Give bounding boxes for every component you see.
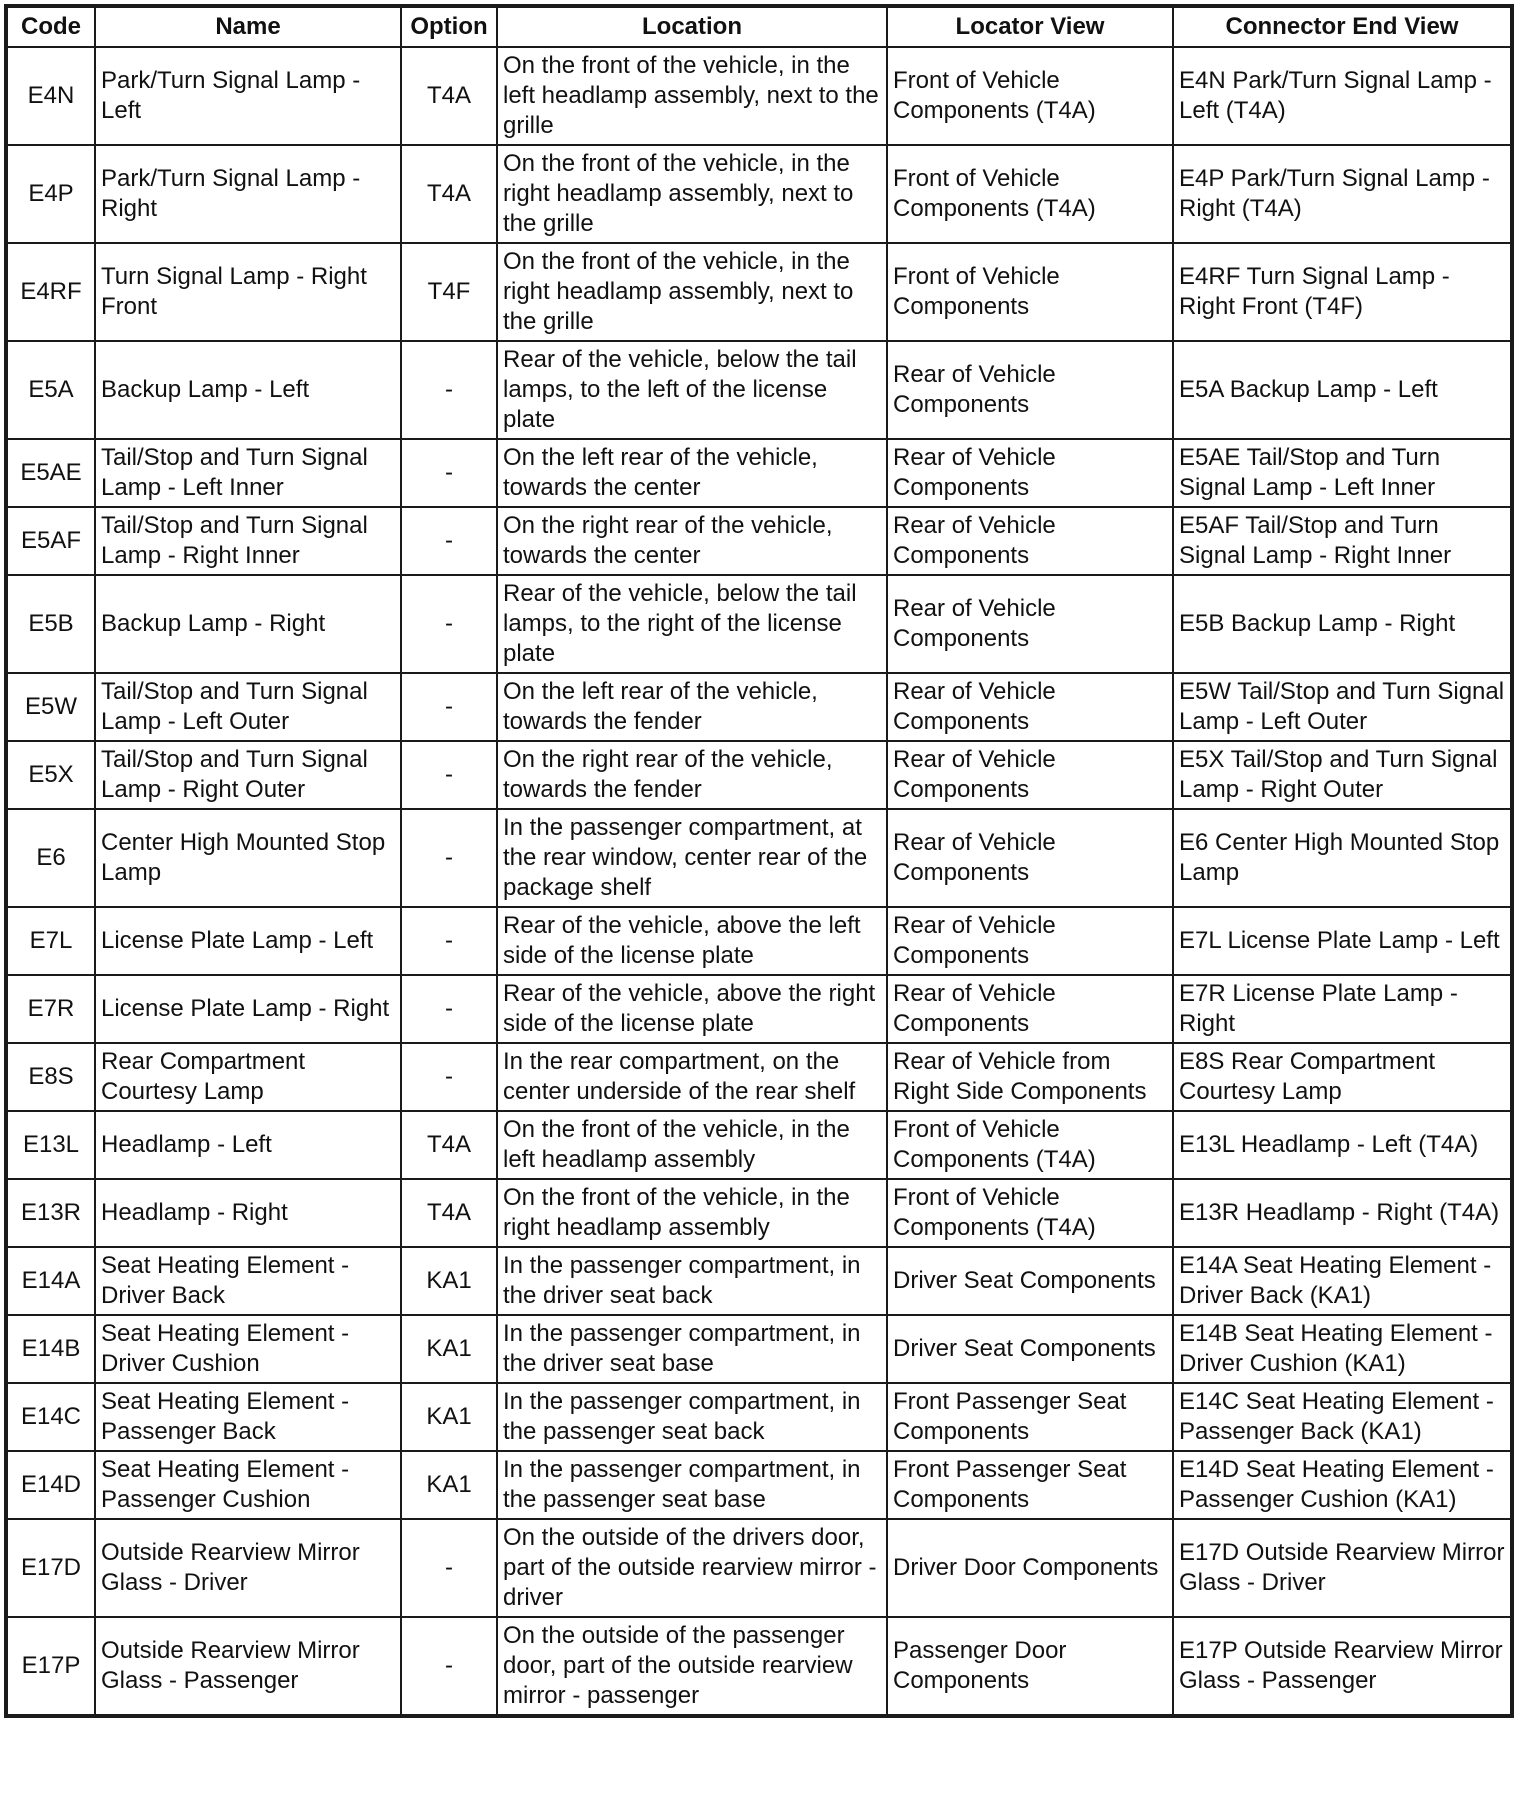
name-cell: Outside Rearview Mirror Glass - Driver	[95, 1519, 401, 1617]
locator-view-cell: Front Passenger Seat Components	[887, 1451, 1173, 1519]
table-row	[7, 1043, 1511, 1111]
location-cell: In the passenger compartment, in the passenger seat back	[497, 1383, 887, 1451]
connector-end-view-cell: E13R Headlamp - Right (T4A)	[1173, 1179, 1511, 1247]
code-cell: E5B	[7, 575, 95, 673]
table-row	[7, 575, 1511, 673]
code-cell: E17P	[7, 1617, 95, 1715]
connector-end-view-cell: E7R License Plate Lamp - Right	[1173, 975, 1511, 1043]
location-cell: Rear of the vehicle, above the right side of the license plate	[497, 975, 887, 1043]
name-cell: Backup Lamp - Left	[95, 341, 401, 439]
locator-view-cell: Rear of Vehicle Components	[887, 741, 1173, 809]
component-locator-table	[6, 6, 1512, 1716]
connector-end-view-cell: E17D Outside Rearview Mirror Glass - Driver	[1173, 1519, 1511, 1617]
location-cell: On the right rear of the vehicle, towards the fender	[497, 741, 887, 809]
locator-view-cell: Rear of Vehicle Components	[887, 507, 1173, 575]
location-cell: In the passenger compartment, in the driver seat base	[497, 1315, 887, 1383]
location-cell: On the outside of the passenger door, part of the outside rearview mirror - passenger	[497, 1617, 887, 1715]
table-row	[7, 809, 1511, 907]
table-row	[7, 1617, 1511, 1715]
option-cell: KA1	[401, 1451, 497, 1519]
code-cell: E14D	[7, 1451, 95, 1519]
table-row	[7, 673, 1511, 741]
table-row	[7, 1451, 1511, 1519]
option-cell: -	[401, 507, 497, 575]
connector-end-view-cell: E4RF Turn Signal Lamp - Right Front (T4F)	[1173, 243, 1511, 341]
location-cell: Rear of the vehicle, above the left side of the license plate	[497, 907, 887, 975]
location-cell: In the passenger compartment, at the rear window, center rear of the package shelf	[497, 809, 887, 907]
locator-view-cell: Front of Vehicle Components (T4A)	[887, 47, 1173, 145]
table-row	[7, 507, 1511, 575]
locator-view-cell: Rear of Vehicle Components	[887, 907, 1173, 975]
location-cell: Rear of the vehicle, below the tail lamps, to the right of the license plate	[497, 575, 887, 673]
option-cell: T4A	[401, 145, 497, 243]
table-body	[7, 47, 1511, 1715]
table-row	[7, 1179, 1511, 1247]
table-row	[7, 1111, 1511, 1179]
connector-end-view-cell: E14D Seat Heating Element - Passenger Cushion (KA1)	[1173, 1451, 1511, 1519]
option-cell: T4F	[401, 243, 497, 341]
locator-view-cell: Front Passenger Seat Components	[887, 1383, 1173, 1451]
table-row	[7, 439, 1511, 507]
location-cell: On the front of the vehicle, in the right headlamp assembly, next to the grille	[497, 243, 887, 341]
option-cell: -	[401, 975, 497, 1043]
option-cell: -	[401, 1043, 497, 1111]
name-cell: Park/Turn Signal Lamp - Left	[95, 47, 401, 145]
name-cell: License Plate Lamp - Right	[95, 975, 401, 1043]
header-code: Code	[7, 7, 95, 47]
option-cell: T4A	[401, 1111, 497, 1179]
connector-end-view-cell: E14B Seat Heating Element - Driver Cushion (KA1)	[1173, 1315, 1511, 1383]
name-cell: Seat Heating Element - Passenger Cushion	[95, 1451, 401, 1519]
header-locator-view: Locator View	[887, 7, 1173, 47]
location-cell: On the outside of the drivers door, part of the outside rearview mirror - driver	[497, 1519, 887, 1617]
connector-end-view-cell: E5A Backup Lamp - Left	[1173, 341, 1511, 439]
name-cell: Tail/Stop and Turn Signal Lamp - Left Inner	[95, 439, 401, 507]
name-cell: Headlamp - Right	[95, 1179, 401, 1247]
code-cell: E14B	[7, 1315, 95, 1383]
name-cell: Seat Heating Element - Driver Back	[95, 1247, 401, 1315]
header-location: Location	[497, 7, 887, 47]
code-cell: E14A	[7, 1247, 95, 1315]
option-cell: -	[401, 575, 497, 673]
location-cell: On the front of the vehicle, in the left headlamp assembly	[497, 1111, 887, 1179]
option-cell: -	[401, 809, 497, 907]
code-cell: E13R	[7, 1179, 95, 1247]
table-row	[7, 1519, 1511, 1617]
header-row	[7, 7, 1511, 47]
option-cell: KA1	[401, 1247, 497, 1315]
header-option: Option	[401, 7, 497, 47]
locator-view-cell: Front of Vehicle Components (T4A)	[887, 1179, 1173, 1247]
name-cell: Headlamp - Left	[95, 1111, 401, 1179]
option-cell: -	[401, 1617, 497, 1715]
table-row	[7, 1315, 1511, 1383]
locator-view-cell: Rear of Vehicle Components	[887, 341, 1173, 439]
table-row	[7, 1383, 1511, 1451]
option-cell: -	[401, 741, 497, 809]
connector-end-view-cell: E5B Backup Lamp - Right	[1173, 575, 1511, 673]
location-cell: On the front of the vehicle, in the right headlamp assembly	[497, 1179, 887, 1247]
locator-view-cell: Rear of Vehicle Components	[887, 975, 1173, 1043]
locator-view-cell: Passenger Door Components	[887, 1617, 1173, 1715]
locator-view-cell: Rear of Vehicle Components	[887, 575, 1173, 673]
code-cell: E14C	[7, 1383, 95, 1451]
option-cell: -	[401, 1519, 497, 1617]
name-cell: Tail/Stop and Turn Signal Lamp - Right Inner	[95, 507, 401, 575]
locator-view-cell: Rear of Vehicle Components	[887, 439, 1173, 507]
option-cell: KA1	[401, 1383, 497, 1451]
locator-view-cell: Rear of Vehicle from Right Side Components	[887, 1043, 1173, 1111]
connector-end-view-cell: E14C Seat Heating Element - Passenger Back (KA1)	[1173, 1383, 1511, 1451]
connector-end-view-cell: E13L Headlamp - Left (T4A)	[1173, 1111, 1511, 1179]
table-row	[7, 975, 1511, 1043]
option-cell: T4A	[401, 1179, 497, 1247]
locator-view-cell: Front of Vehicle Components	[887, 243, 1173, 341]
code-cell: E4RF	[7, 243, 95, 341]
location-cell: In the passenger compartment, in the passenger seat base	[497, 1451, 887, 1519]
name-cell: Outside Rearview Mirror Glass - Passenger	[95, 1617, 401, 1715]
code-cell: E5W	[7, 673, 95, 741]
connector-end-view-cell: E5X Tail/Stop and Turn Signal Lamp - Right Outer	[1173, 741, 1511, 809]
name-cell: License Plate Lamp - Left	[95, 907, 401, 975]
name-cell: Seat Heating Element - Passenger Back	[95, 1383, 401, 1451]
table-row	[7, 243, 1511, 341]
name-cell: Tail/Stop and Turn Signal Lamp - Right Outer	[95, 741, 401, 809]
connector-end-view-cell: E5AE Tail/Stop and Turn Signal Lamp - Left Inner	[1173, 439, 1511, 507]
code-cell: E6	[7, 809, 95, 907]
table-row	[7, 341, 1511, 439]
locator-view-cell: Driver Seat Components	[887, 1315, 1173, 1383]
location-cell: On the left rear of the vehicle, towards the fender	[497, 673, 887, 741]
name-cell: Backup Lamp - Right	[95, 575, 401, 673]
name-cell: Seat Heating Element - Driver Cushion	[95, 1315, 401, 1383]
option-cell: -	[401, 907, 497, 975]
option-cell: T4A	[401, 47, 497, 145]
table-row	[7, 1247, 1511, 1315]
code-cell: E8S	[7, 1043, 95, 1111]
code-cell: E5A	[7, 341, 95, 439]
location-cell: In the rear compartment, on the center underside of the rear shelf	[497, 1043, 887, 1111]
table-row	[7, 741, 1511, 809]
location-cell: Rear of the vehicle, below the tail lamps, to the left of the license plate	[497, 341, 887, 439]
connector-end-view-cell: E5W Tail/Stop and Turn Signal Lamp - Left Outer	[1173, 673, 1511, 741]
option-cell: KA1	[401, 1315, 497, 1383]
option-cell: -	[401, 439, 497, 507]
code-cell: E7L	[7, 907, 95, 975]
name-cell: Park/Turn Signal Lamp - Right	[95, 145, 401, 243]
name-cell: Center High Mounted Stop Lamp	[95, 809, 401, 907]
table-row	[7, 907, 1511, 975]
name-cell: Tail/Stop and Turn Signal Lamp - Left Outer	[95, 673, 401, 741]
name-cell: Turn Signal Lamp - Right Front	[95, 243, 401, 341]
code-cell: E7R	[7, 975, 95, 1043]
code-cell: E5AE	[7, 439, 95, 507]
header-connector-end-view: Connector End View	[1173, 7, 1511, 47]
connector-end-view-cell: E7L License Plate Lamp - Left	[1173, 907, 1511, 975]
locator-view-cell: Driver Door Components	[887, 1519, 1173, 1617]
connector-end-view-cell: E5AF Tail/Stop and Turn Signal Lamp - Right Inner	[1173, 507, 1511, 575]
location-cell: On the front of the vehicle, in the right headlamp assembly, next to the grille	[497, 145, 887, 243]
connector-end-view-cell: E4N Park/Turn Signal Lamp - Left (T4A)	[1173, 47, 1511, 145]
code-cell: E5AF	[7, 507, 95, 575]
locator-view-cell: Rear of Vehicle Components	[887, 673, 1173, 741]
connector-end-view-cell: E17P Outside Rearview Mirror Glass - Passenger	[1173, 1617, 1511, 1715]
location-cell: On the right rear of the vehicle, towards the center	[497, 507, 887, 575]
code-cell: E5X	[7, 741, 95, 809]
code-cell: E17D	[7, 1519, 95, 1617]
location-cell: In the passenger compartment, in the driver seat back	[497, 1247, 887, 1315]
code-cell: E4P	[7, 145, 95, 243]
connector-end-view-cell: E8S Rear Compartment Courtesy Lamp	[1173, 1043, 1511, 1111]
locator-view-cell: Front of Vehicle Components (T4A)	[887, 1111, 1173, 1179]
option-cell: -	[401, 673, 497, 741]
connector-end-view-cell: E14A Seat Heating Element - Driver Back (KA1)	[1173, 1247, 1511, 1315]
locator-view-cell: Front of Vehicle Components (T4A)	[887, 145, 1173, 243]
code-cell: E13L	[7, 1111, 95, 1179]
table-row	[7, 47, 1511, 145]
location-cell: On the left rear of the vehicle, towards the center	[497, 439, 887, 507]
name-cell: Rear Compartment Courtesy Lamp	[95, 1043, 401, 1111]
code-cell: E4N	[7, 47, 95, 145]
header-name: Name	[95, 7, 401, 47]
option-cell: -	[401, 341, 497, 439]
location-cell: On the front of the vehicle, in the left headlamp assembly, next to the grille	[497, 47, 887, 145]
component-locator-table-container	[6, 6, 1512, 1716]
table-row	[7, 145, 1511, 243]
locator-view-cell: Rear of Vehicle Components	[887, 809, 1173, 907]
locator-view-cell: Driver Seat Components	[887, 1247, 1173, 1315]
connector-end-view-cell: E4P Park/Turn Signal Lamp - Right (T4A)	[1173, 145, 1511, 243]
connector-end-view-cell: E6 Center High Mounted Stop Lamp	[1173, 809, 1511, 907]
